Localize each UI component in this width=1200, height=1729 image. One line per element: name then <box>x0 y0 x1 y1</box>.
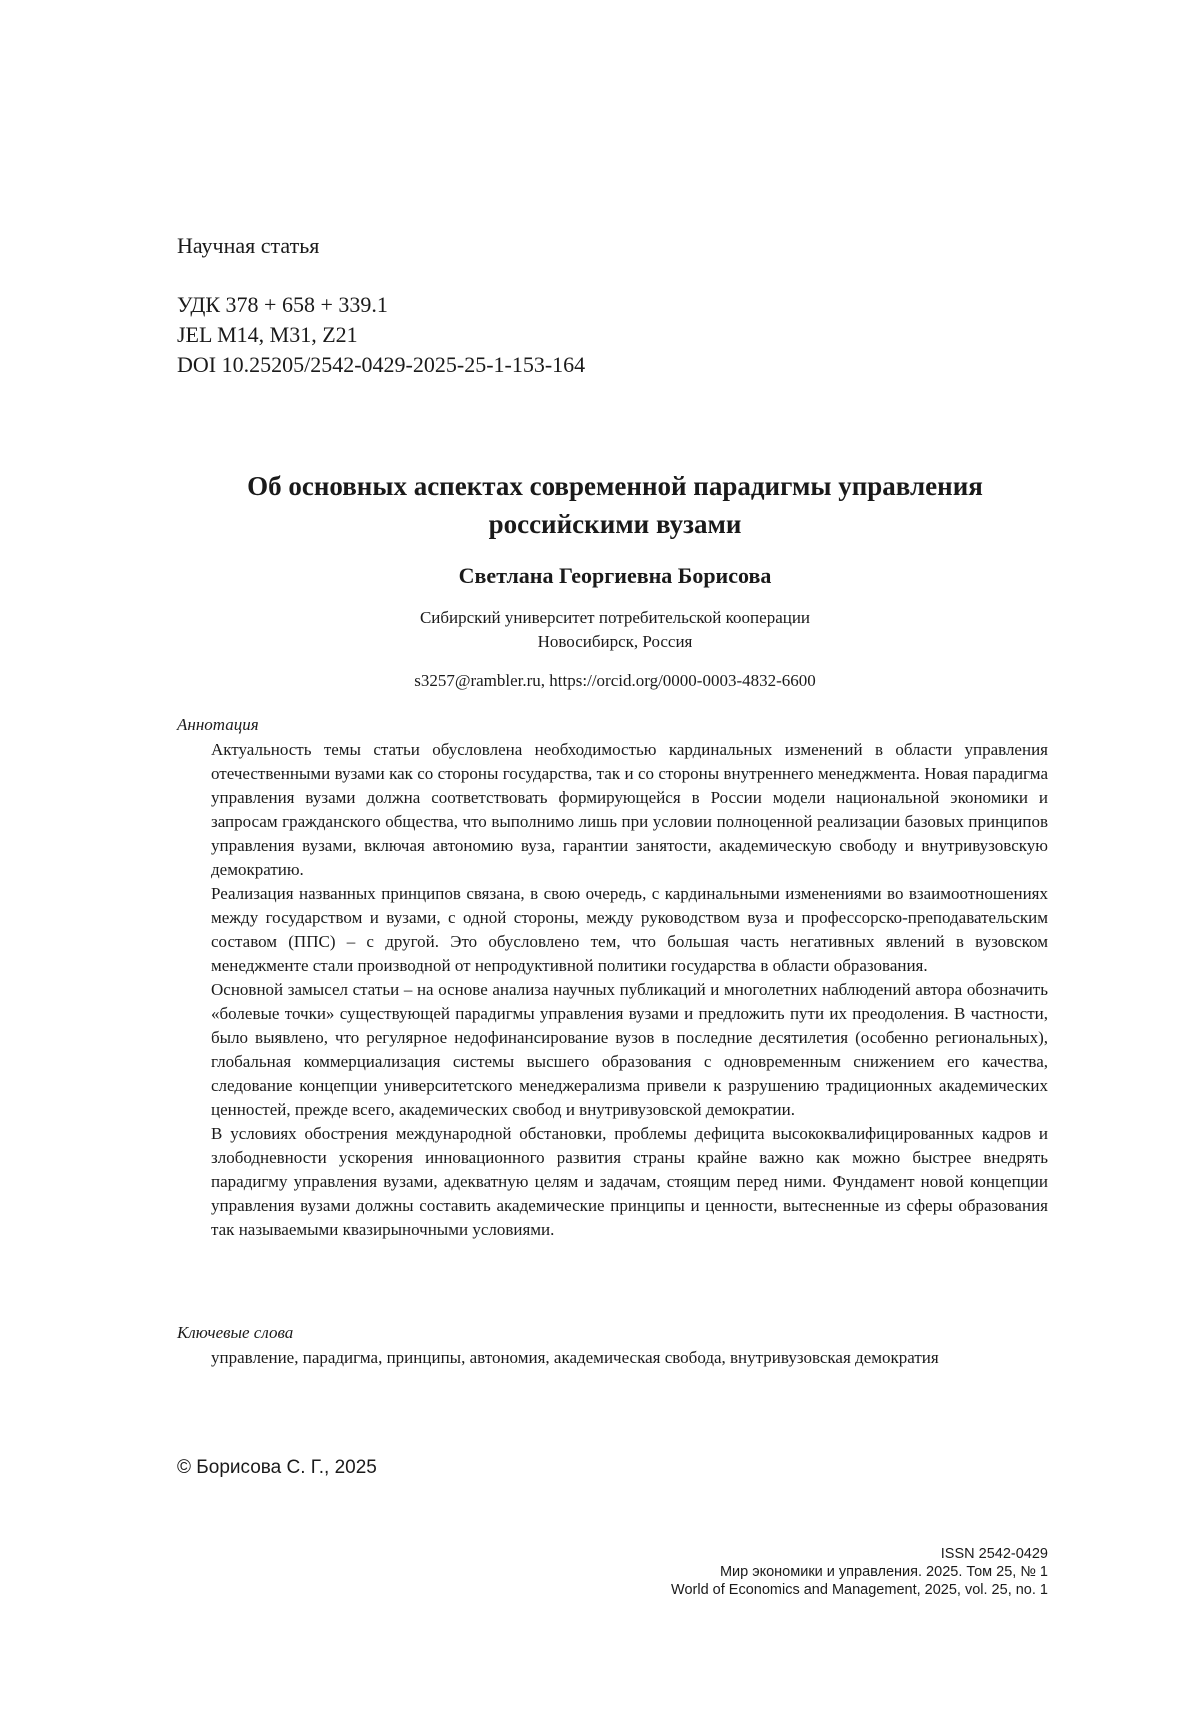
abstract-paragraph: Основной замысел статьи – на основе анализа научных публикаций и многолетних наблюдений автора обозначить «болевые точки» существующей парадигмы управления вузами и предложить пути их преодоления. В частности, было выявлено, что регулярное недофинансирование вузов в последние десятилетия (особенно региональных), глобальная коммерциализация системы высшего образования с одновременным снижением его качества, следование концепции университетского менеджерализма привели к разрушению традиционных академических ценностей, прежде всего, академических свобод и внутривузовской демократии. <box>211 980 1048 1119</box>
article-type: Научная статья <box>177 233 320 258</box>
journal-title-ru: Мир экономики и управления. 2025. Том 25, № 1 <box>719 1564 1048 1580</box>
article-title <box>150 467 1080 543</box>
jel-code: JEL M14, M31, Z21 <box>177 322 358 347</box>
article-title-line-2: российскими вузами <box>488 509 742 539</box>
journal-info <box>671 1545 1048 1599</box>
author-contacts: s3257@rambler.ru, https://orcid.org/0000-0003-4832-6600 <box>414 671 816 690</box>
abstract-paragraph: Реализация названных принципов связана, в свою очередь, с кардинальными изменениями во взаимоотношениях между государством и вузами, с одной стороны, между руководством вуза и профессорско-преподавательским составом (ППС) – с другой. Это обусловлено тем, что большая часть негативных явлений в вузовском менеджменте стали производной от непродуктивной политики государства в области образования. <box>211 884 1048 975</box>
abstract-body <box>211 738 1048 1242</box>
abstract-paragraph: Актуальность темы статьи обусловлена необходимостью кардинальных изменений в области управления отечественными вузами как со стороны государства, так и со стороны внутреннего менеджмента. Новая парадигма управления вузами должна соответствовать формирующейся в России модели национальной экономики и запросам гражданского общества, что выполнимо лишь при условии полноценной реализации базовых принципов управления вузами, включая автономию вуза, гарантии занятости, академическую свободу и внутривузовскую демократию. <box>211 740 1048 879</box>
affiliation-city: Новосибирск, Россия <box>537 632 693 651</box>
copyright-notice: © Борисова С. Г., 2025 <box>177 1457 377 1478</box>
author-name: Светлана Георгиевна Борисова <box>458 563 772 588</box>
abstract-paragraph: В условиях обострения международной обстановки, проблемы дефицита высококвалифицированных кадров и злободневности ускорения инновационного развития страны крайне важно как можно быстрее внедрять парадигму управления вузами, адекватную целям и задачам, стоящим перед ними. Фундамент новой концепции управления вузами должны составить академические принципы и ценности, вытесненные из сферы образования так называемыми квазирыночными условиями. <box>211 1124 1048 1239</box>
keywords-label: Ключевые слова <box>177 1323 294 1342</box>
keywords-list: управление, парадигма, принципы, автономия, академическая свобода, внутривузовская демократия <box>211 1348 939 1367</box>
udk-code: УДК 378 + 658 + 339.1 <box>177 292 388 317</box>
article-title-line-1: Об основных аспектах современной парадигмы управления <box>247 471 983 501</box>
abstract-label: Аннотация <box>177 715 259 734</box>
journal-issn: ISSN 2542-0429 <box>940 1546 1048 1562</box>
article-identifiers <box>177 290 585 380</box>
affiliation-organization: Сибирский университет потребительской кооперации <box>419 608 811 627</box>
doi: DOI 10.25205/2542-0429-2025-25-1-153-164 <box>177 352 586 377</box>
journal-title-en: World of Economics and Management, 2025, vol. 25, no. 1 <box>671 1582 1048 1598</box>
author-affiliation <box>150 606 1080 654</box>
